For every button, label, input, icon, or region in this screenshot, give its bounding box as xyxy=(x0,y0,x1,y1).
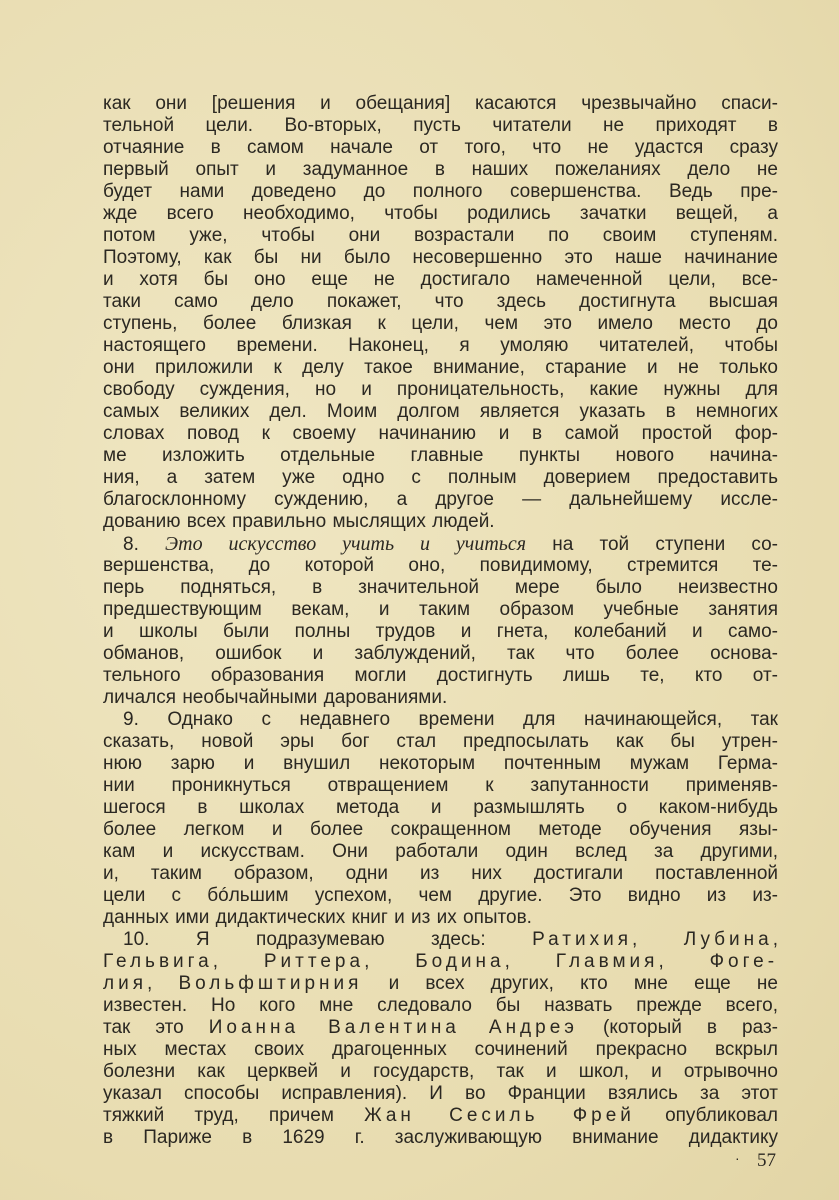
text-segment: нии проникнуться отвращением к запутанности применяв- xyxy=(103,775,778,796)
text-segment: будет нами доведено до полного совершенства. Ведь пре- xyxy=(103,181,778,202)
text-segment: ме изложить отдельные главные пункты нового начина- xyxy=(103,445,778,466)
text-segment: данных ими дидактических книг и из их опытов. xyxy=(103,907,532,928)
text-line xyxy=(103,225,778,247)
text-segment: известен. Но кого мне следовало бы назвать прежде всего, xyxy=(103,995,778,1016)
text-line xyxy=(103,863,778,885)
text-segment: тяжкий труд, причем xyxy=(103,1105,365,1126)
text-segment: кам и искусствам. Они работали один вслед за другими, xyxy=(103,841,778,862)
text-segment: ния, а затем уже одно с полным доверием предоставить xyxy=(103,467,778,488)
text-segment: , xyxy=(212,951,264,972)
text-line xyxy=(103,643,778,665)
text-line xyxy=(103,445,778,467)
text-line xyxy=(103,159,778,181)
text-segment: как они [решения и обещания] касаются чрезвычайно спаси- xyxy=(103,93,778,114)
text-line xyxy=(103,841,778,863)
text-line xyxy=(103,709,778,731)
text-segment: 10. Я подразумеваю здесь: xyxy=(123,929,533,950)
spaced-name: Главмия xyxy=(555,951,659,972)
text-line xyxy=(103,423,778,445)
text-line xyxy=(103,951,778,973)
book-page-text xyxy=(103,93,778,1149)
text-line xyxy=(103,511,778,533)
text-segment: личался необычайными дарованиями. xyxy=(103,687,448,708)
text-segment: , xyxy=(632,929,684,950)
text-segment: тельного образования могли достигнуть лишь те, кто от- xyxy=(103,665,778,686)
text-segment: на той ступени со- xyxy=(526,534,779,555)
text-line xyxy=(103,313,778,335)
spaced-name: Фоге- xyxy=(709,951,779,972)
text-segment: Поэтому, как бы ни было несовершенно это наше начинание xyxy=(103,247,778,268)
italic-text: Это искусство учить и учиться xyxy=(165,533,527,555)
text-segment: ступень, более близкая к цели, чем это имело место до xyxy=(103,313,778,334)
text-line xyxy=(103,555,778,577)
text-line xyxy=(103,1105,778,1127)
text-line xyxy=(103,489,778,511)
text-segment: ных местах своих драгоценных сочинений прекрасно вскрыл xyxy=(103,1039,778,1060)
text-segment: опубликовал xyxy=(634,1105,779,1126)
text-segment: обманов, ошибок и заблуждений, так что более основа- xyxy=(103,643,778,664)
text-line xyxy=(103,775,778,797)
text-segment: настоящего времени. Наконец, я умоляю читателей, чтобы xyxy=(103,335,778,356)
text-segment: жде всего необходимо, чтобы родились зачатки вещей, а xyxy=(103,203,778,224)
text-line xyxy=(103,797,778,819)
text-line xyxy=(103,929,778,951)
text-segment: болезни как церквей и государств, так и школ, и отрывочно xyxy=(103,1061,778,1082)
text-line xyxy=(103,1127,778,1149)
spaced-name: Гельвига xyxy=(103,951,213,972)
text-line xyxy=(103,247,778,269)
text-segment: (который в раз- xyxy=(577,1017,778,1038)
spaced-name: Жан Сесиль Фрей xyxy=(364,1105,635,1126)
text-segment: , xyxy=(658,951,710,972)
text-segment: указал способы исправления). И во Франции взялись за этот xyxy=(103,1083,778,1104)
text-segment: дованию всех правильно мыслящих людей. xyxy=(103,511,495,532)
text-segment: таки само дело покажет, что здесь достигнута высшая xyxy=(103,291,778,312)
text-line xyxy=(103,203,778,225)
text-line xyxy=(103,973,778,995)
text-segment: , xyxy=(772,929,778,950)
text-segment: предшествующим векам, и таким образом учебные занятия xyxy=(103,599,778,620)
spaced-name: лия xyxy=(103,973,147,994)
text-segment: шегося в школах метода и размышлять о каком-нибудь xyxy=(103,797,778,818)
spaced-name: Вольфштирния xyxy=(178,973,363,994)
text-line xyxy=(103,137,778,159)
text-segment: благосклонному суждению, а другое — дальнейшему иссле- xyxy=(103,489,778,510)
text-segment: в Париже в 1629 г. заслуживающую внимание дидактику xyxy=(103,1127,778,1148)
text-segment: 9. Однако с недавнего времени для начинающейся, так xyxy=(123,709,778,730)
text-segment: , xyxy=(364,951,416,972)
text-line xyxy=(103,577,778,599)
text-segment: потом уже, чтобы они возрастали по своим ступеням. xyxy=(103,225,778,246)
text-line xyxy=(103,907,778,929)
text-line xyxy=(103,1017,778,1039)
text-line xyxy=(103,269,778,291)
text-line xyxy=(103,665,778,687)
text-segment: свободу суждения, но и проницательность, какие нужны для xyxy=(103,379,778,400)
text-line xyxy=(103,1083,778,1105)
text-line xyxy=(103,1039,778,1061)
text-line xyxy=(103,467,778,489)
text-line xyxy=(103,335,778,357)
text-line xyxy=(103,819,778,841)
text-segment: они приложили к делу такое внимание, старание и не только xyxy=(103,357,778,378)
text-line xyxy=(103,93,778,115)
page-mark: · xyxy=(735,1150,740,1166)
text-line xyxy=(103,533,778,555)
text-line xyxy=(103,995,778,1017)
text-line xyxy=(103,753,778,775)
text-line xyxy=(103,731,778,753)
page-number: 57 xyxy=(757,1150,776,1171)
text-segment: первый опыт и задуманное в наших пожеланиях дело не xyxy=(103,159,778,180)
text-segment: и школы были полны трудов и гнета, колебаний и само- xyxy=(103,621,778,642)
spaced-name: Бодина xyxy=(415,951,505,972)
text-line xyxy=(103,885,778,907)
spaced-name: Риттера xyxy=(263,951,365,972)
text-segment: перь подняться, в значительной мере было неизвестно xyxy=(103,577,778,598)
spaced-name: Ратихия xyxy=(532,929,633,950)
text-line xyxy=(103,621,778,643)
text-segment: так это xyxy=(103,1017,209,1038)
text-line xyxy=(103,599,778,621)
text-segment: и хотя бы оно еще не достигало намеченной цели, все- xyxy=(103,269,778,290)
text-segment: , xyxy=(147,973,179,994)
text-segment: и, таким образом, одни из них достигали поставленной xyxy=(103,863,778,884)
text-segment: самых великих дел. Моим долгом является указать в немногих xyxy=(103,401,778,422)
text-segment: более легком и более сокращенном методе обучения язы- xyxy=(103,819,778,840)
text-segment: сказать, новой эры бог стал предпосылать как бы утрен- xyxy=(103,731,778,752)
text-segment: вершенства, до которой оно, повидимому, стремится те- xyxy=(103,555,778,576)
text-segment: тельной цели. Во-вторых, пусть читатели не приходят в xyxy=(103,115,778,136)
text-line xyxy=(103,115,778,137)
text-segment: , xyxy=(504,951,556,972)
text-segment: 8. xyxy=(123,534,166,555)
text-line xyxy=(103,401,778,423)
text-segment: цели с бóльшим успехом, чем другие. Это видно из из- xyxy=(103,885,778,906)
text-line xyxy=(103,357,778,379)
spaced-name: Лубина xyxy=(683,929,773,950)
text-segment: нюю зарю и внушил некоторым почтенным мужам Герма- xyxy=(103,753,778,774)
text-line xyxy=(103,687,778,709)
spaced-name: Иоанна Валентина Андреэ xyxy=(208,1017,578,1038)
text-line xyxy=(103,1061,778,1083)
text-segment: и всех других, кто мне еще не xyxy=(362,973,778,994)
text-line xyxy=(103,379,778,401)
text-line xyxy=(103,291,778,313)
text-segment: отчаяние в самом начале от того, что не удастся сразу xyxy=(103,137,778,158)
text-line xyxy=(103,181,778,203)
text-segment: словах повод к своему начинанию и в самой простой фор- xyxy=(103,423,778,444)
